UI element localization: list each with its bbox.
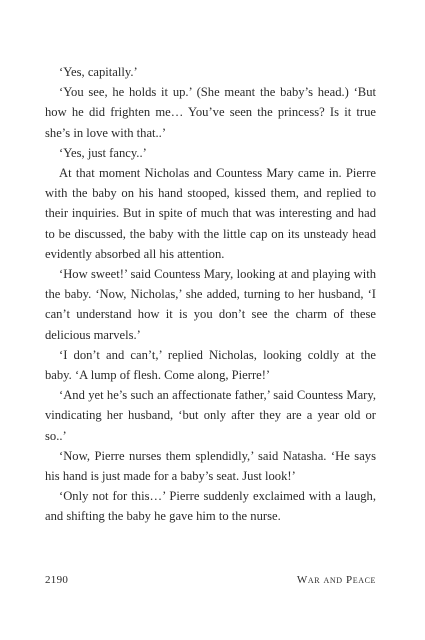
body-text <box>45 62 376 527</box>
paragraph: ‘Now, Pierre nurses them splendidly,’ said Natasha. ‘He says his hand is just made for a baby’s seat. Just look!’ <box>45 448 376 484</box>
page-number: 2190 <box>45 574 69 586</box>
paragraph: ‘Only not for this…’ Pierre suddenly exclaimed with a laugh, and shifting the baby he gave him to the nurse. <box>45 489 376 524</box>
paragraph: ‘Yes, just fancy..’ <box>59 145 147 160</box>
page-footer <box>45 574 376 590</box>
paragraph: ‘You see, he holds it up.’ (She meant the baby’s head.) ‘But how he did frighten me… You’ve seen the princess? Is it true she’s in love with that..’ <box>45 85 376 140</box>
paragraph: ‘I don’t and can’t,’ replied Nicholas, looking coldly at the baby. ‘A lump of flesh. Come along, Pierre!’ <box>45 347 376 383</box>
paragraph: ‘And yet he’s such an affectionate father,’ said Countess Mary, vindicating her husband, ‘but only after they are a year old or so..’ <box>45 388 376 443</box>
paragraph: At that moment Nicholas and Countess Mary came in. Pierre with the baby on his hand stooped, kissed them, and replied to their inquiries. But in spite of much that was interesting and had to be discussed, the baby with the little cap on its unsteady head evidently absorbed all his attention. <box>45 166 376 261</box>
running-title: War and Peace <box>296 574 376 586</box>
paragraph: ‘Yes, capitally.’ <box>59 65 138 79</box>
paragraph: ‘How sweet!’ said Countess Mary, looking at and playing with the baby. ‘Now, Nicholas,’ she added, turning to her husband, ‘I can’t understand how it is you don’t see the charm of these delicious marvels.’ <box>45 267 376 342</box>
